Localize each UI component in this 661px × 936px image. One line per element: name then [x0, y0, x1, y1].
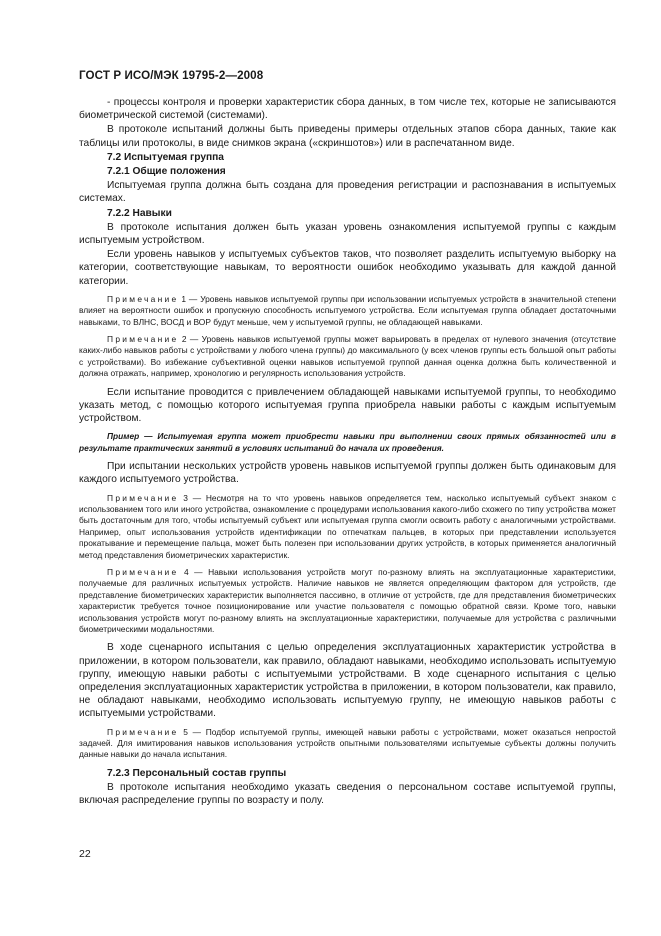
note-3 — [79, 493, 616, 561]
paragraph-7: При испытании нескольких устройств уровень навыков испытуемой группы должен быть одинаковым для каждого испытуемого устройства. — [79, 461, 616, 486]
note-5 — [79, 727, 616, 761]
note-label: Примечание — [107, 566, 179, 577]
section-7-2-2-heading: 7.2.2 Навыки — [107, 207, 172, 219]
section-7-2-heading: 7.2 Испытуемая группа — [107, 151, 224, 163]
note-4 — [79, 567, 616, 635]
note-1-text: 1 — Уровень навыков испытуемой группы при использовании испытуемых устройств в значительной степени влияет на вероятности ошибок и пропускную способность испытуемого устройства. Если испытуемая группа обладает достаточными навыками, то ВЛНС, ВОСД и ВОР будут меньше, чем у испытуемой группы, не обладающей навыками. — [79, 293, 616, 327]
note-3-text: 3 — Несмотря на то что уровень навыков определяется тем, насколько испытуемый субъект знаком с использованием того или иного устройства, ознакомление с процедурами использования какого-либо схожего по типу устройства может быть достаточным для того, чтобы испытуемый субъект или испытуемая группа смогли освоить работу с аналогичными устройствами. Например, опыт использования устройств идентификации по отпечаткам пальцев, в которых при представлении используется прокатывание и перемещение пальца, может быть полезен при использовании других устройств, в которых применяется аналогичный метод представления биометрических характеристик. — [79, 492, 616, 560]
document-body — [79, 96, 616, 808]
section-7-2-1-heading: 7.2.1 Общие положения — [107, 166, 226, 178]
note-5-text: 5 — Подбор испытуемой группы, имеющей навыки работы с устройствами, может оказаться непростой задачей. Для имитирования навыков использования устройств опытными пользователями испытуемые субъекты должны получить данные навыки до начала испытания. — [79, 726, 616, 760]
section-7-2-3-heading: 7.2.3 Персональный состав группы — [107, 767, 287, 779]
paragraph-2: В протоколе испытаний должны быть приведены примеры отдельных этапов сбора данных, такие как таблицы или протоколы, в виде снимков экрана («скриншотов») или в распечатанном виде. — [79, 124, 616, 149]
paragraph-6: Если испытание проводится с привлечением обладающей навыками испытуемой группы, то необходимо указать метод, с помощью которого испытуемая группа приобрела навыки работы с каждым испытуемым устройством. — [79, 386, 616, 425]
note-2 — [79, 334, 616, 380]
paragraph-9: В протоколе испытания необходимо указать сведения о персональном составе испытуемой группы, включая распределение группы по возрасту и полу. — [79, 782, 616, 807]
note-label: Примечание — [107, 726, 179, 737]
paragraph-3: Испытуемая группа должна быть создана для проведения регистрации и распознавания в испытуемых системах. — [79, 180, 616, 205]
page-header: ГОСТ Р ИСО/МЭК 19795-2—2008 — [79, 69, 264, 82]
paragraph-8: В ходе сценарного испытания с целью определения эксплуатационных характеристик устройства в приложении, в котором пользователи, как правило, обладают навыками, необходимо использовать испытуемую группу, имеющую навыки работы с испытуемыми устройствами. В ходе сценарного испытания с целью определения эксплуатационных характеристик устройства в приложении, в котором пользователи, как правило, не обладают навыками, необходимо использовать испытуемую группу, не имеющую навыков работы с испытуемыми устройствами. — [79, 642, 616, 720]
note-4-text: 4 — Навыки использования устройств могут по-разному влиять на эксплуатационные характеристики, получаемые для различных испытуемых устройств. Наличие навыков не является определяющим фактором для устройств, где представление биометрических характеристик выполняется пассивно, в отличие от устройств, где для представления биометрических характеристик требуется точное позиционирование или участие пользователя с помощью обратной связи. Кроме того, навыки использования устройств могут по-разному влиять на эксплуатационные характеристики, получаемые для устройства с различными биометрическими модальностями. — [79, 566, 616, 634]
paragraph-4: В протоколе испытания должен быть указан уровень ознакомления испытуемой группы с каждым испытуемым устройством. — [79, 221, 616, 247]
note-label: Примечание — [107, 293, 179, 304]
paragraph-5: Если уровень навыков у испытуемых субъектов таков, что позволяет разделить испытуемую выборку на категории, соответствующие навыкам, то вероятности ошибок необходимо указывать для каждой данной категории. — [79, 249, 616, 287]
note-label: Примечание — [107, 334, 179, 345]
paragraph-1: - процессы контроля и проверки характеристик сбора данных, в том числе тех, которые не записываются биометрической системой (системами). — [79, 97, 616, 122]
page-number: 22 — [79, 848, 91, 860]
note-1 — [79, 294, 616, 328]
note-label: Примечание — [107, 492, 179, 503]
note-2-text: 2 — Уровень навыков испытуемой группы может варьировать в пределах от нулевого значения (отсутствие каких-либо навыков работы с устройствами у любого члена группы) до максимального (у всех членов группы есть большой опыт работы с устройствами). Во избежание субъективной оценки навыков испытуемой группой данная оценка должна быть количественной и должна отражать, например, хронологию и регулярность использования устройств. — [79, 334, 616, 379]
example: Пример — Испытуемая группа может приобрести навыки при выполнении своих прямых обязанностей или в результате практических занятий в условиях испытаний до начала их проведения. — [79, 431, 616, 453]
